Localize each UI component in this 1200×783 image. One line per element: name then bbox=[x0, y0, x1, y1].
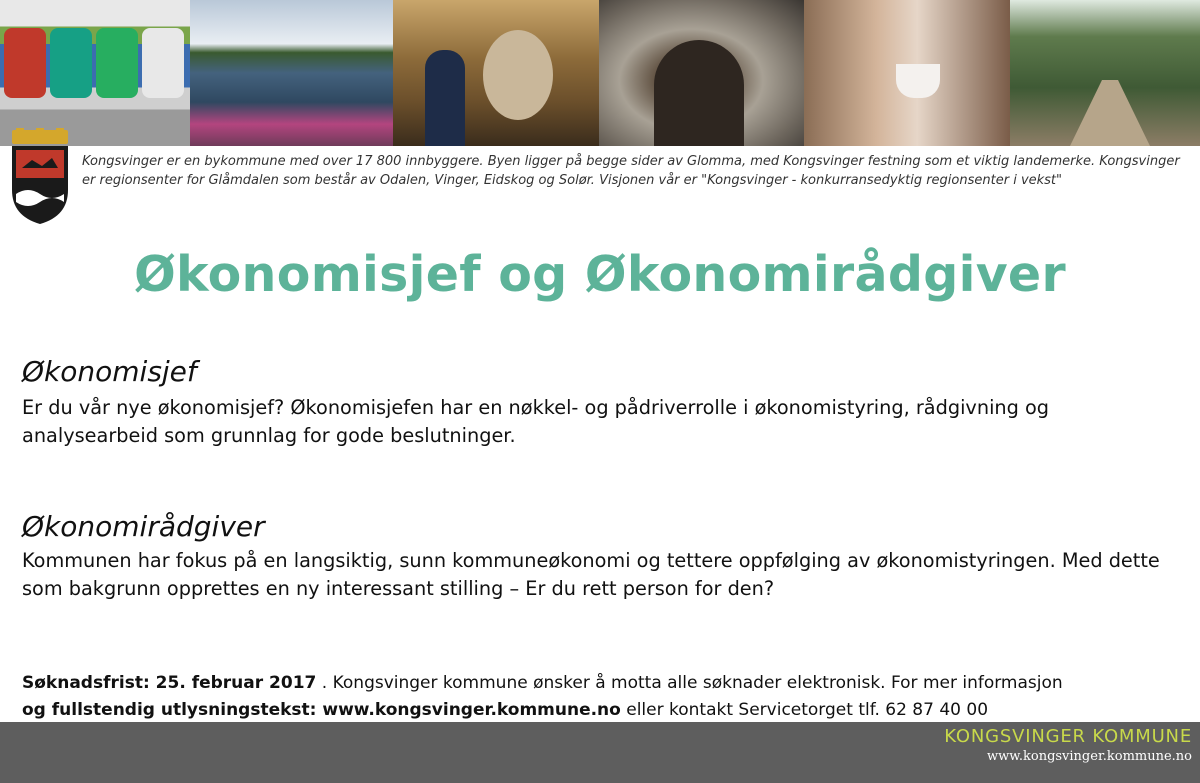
website-info[interactable]: og fullstendig utlysningstekst: www.kongsvinger.kommune.no bbox=[22, 700, 621, 720]
section-body-okonomisjef: Er du vår nye økonomisjef? Økonomisjefen har en nøkkel- og pådriverrolle i økonomistyring, rådgivning og analysearbeid som grunnlag for gode beslutninger. bbox=[22, 396, 1050, 447]
cafe-photo bbox=[804, 0, 1010, 146]
section-heading-okonomiradgiver: Økonomirådgiver bbox=[22, 510, 265, 543]
deadline-label: Søknadsfrist: 25. februar 2017 bbox=[22, 673, 317, 693]
photo-strip bbox=[0, 0, 1200, 146]
section-body-okonomiradgiver: Kommunen har fokus på en langsiktig, sunn kommuneøkonomi og tettere oppfølging av økonomistyringen. Med dette som bakgrunn opprettes en ny interessant stilling – Er du rett person for den? bbox=[22, 549, 1160, 600]
page-title: Økonomisjef og Økonomirådgiver bbox=[134, 246, 1066, 303]
fortress-tunnel-photo bbox=[599, 0, 804, 146]
footer-bar bbox=[0, 722, 1200, 783]
contact-info: eller kontakt Servicetorget tlf. 62 87 40 00 bbox=[620, 700, 989, 720]
museum-portrait-photo bbox=[393, 0, 599, 146]
brand-url-link[interactable]: www.kongsvinger.kommune.no bbox=[987, 749, 1192, 764]
forest-path-photo bbox=[1010, 0, 1200, 146]
application-info bbox=[22, 670, 1182, 724]
street-mural-photo bbox=[0, 0, 190, 146]
application-info-line1: . Kongsvinger kommune ønsker å motta alle søknader elektronisk. For mer informasjon bbox=[316, 673, 1063, 693]
lake-photo bbox=[190, 0, 393, 146]
coat-of-arms-icon bbox=[8, 128, 72, 226]
section-heading-okonomisjef: Økonomisjef bbox=[22, 355, 197, 388]
brand-name: KONGSVINGER KOMMUNE bbox=[944, 726, 1192, 747]
intro-text: Kongsvinger er en bykommune med over 17 800 innbyggere. Byen ligger på begge sider av Glomma, med Kongsvinger festning som et viktig landemerke. Kongsvinger er regionsenter for Glåmdalen som består av Odalen, Vinger, Eidskog og Solør. Visjonen vår er "Kongsvinger - konkurransedyktig regionsenter i vekst" bbox=[82, 154, 1180, 188]
